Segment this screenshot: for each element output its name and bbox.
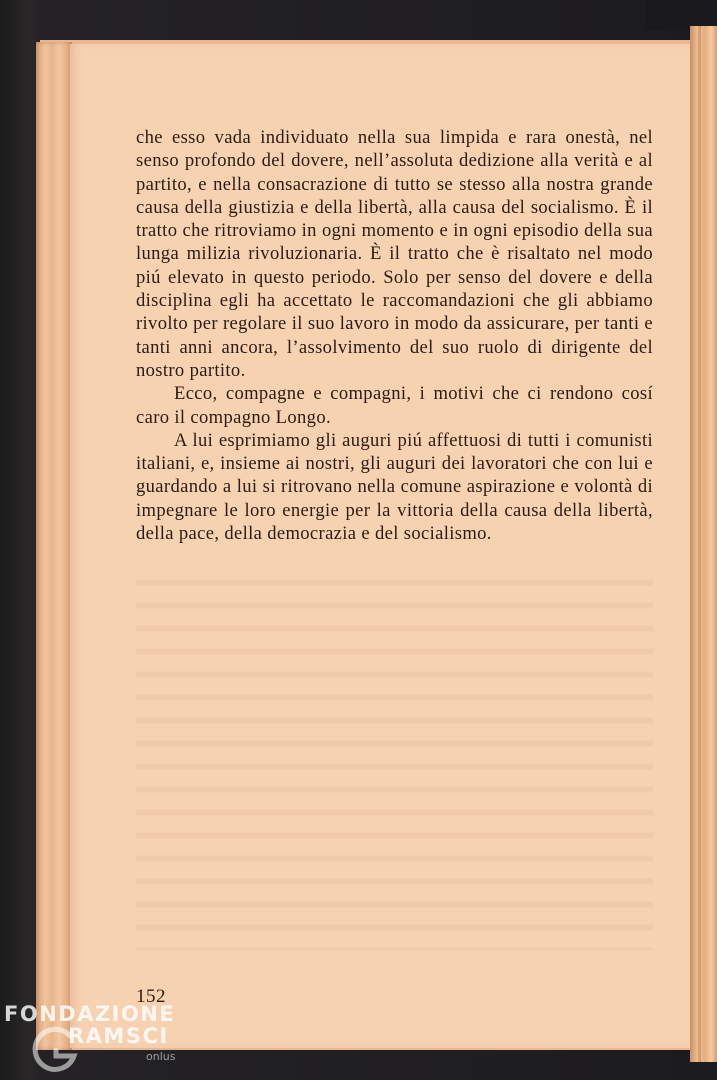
right-page-stack-edge bbox=[690, 26, 717, 1062]
page-number: 152 bbox=[136, 986, 166, 1007]
watermark-line1: FONDAZIONE bbox=[4, 1002, 176, 1026]
watermark-line2: RAMSCI bbox=[68, 1024, 169, 1048]
paragraph-3: A lui esprimiamo gli auguri piú affettuosi di tutti i comunisti italiani, e, insieme ai nostri, gli auguri dei lavoratori che con lui e guardando a lui si ritrovano nella comune aspirazione e volontà di impegnare le loro energie per la vittoria della causa della libertà, della pace, della democrazia e del socialismo. bbox=[136, 429, 653, 545]
paragraph-2: Ecco, compagne e compagni, i motivi che ci rendono cosí caro il compagno Longo. bbox=[136, 383, 653, 428]
left-page-stack-edge bbox=[36, 42, 72, 1050]
body-text bbox=[136, 126, 653, 545]
watermark-suffix: onlus bbox=[146, 1050, 176, 1063]
show-through-text bbox=[136, 570, 653, 950]
watermark bbox=[4, 1000, 204, 1080]
paragraph-1: che esso vada individuato nella sua limpida e rara onestà, nel senso profondo del dovere, nell’assoluta dedizione alla verità e al partito, e nella consacrazione di tutto se stesso alla nostra grande causa della giustizia e della libertà, alla causa del socialismo. È il tratto che ritroviamo in ogni momento e in ogni episodio della sua lunga milizia rivoluzionaria. È il tratto che è risaltato nel modo piú elevato in questo periodo. Solo per senso del dovere e della disciplina egli ha accettato le raccomandazioni che gli abbiamo rivolto per regolare il suo lavoro in modo da assicurare, per tanti e tanti anni ancora, l’assolvimento del suo ruolo di dirigente del nostro partito. bbox=[136, 127, 653, 381]
